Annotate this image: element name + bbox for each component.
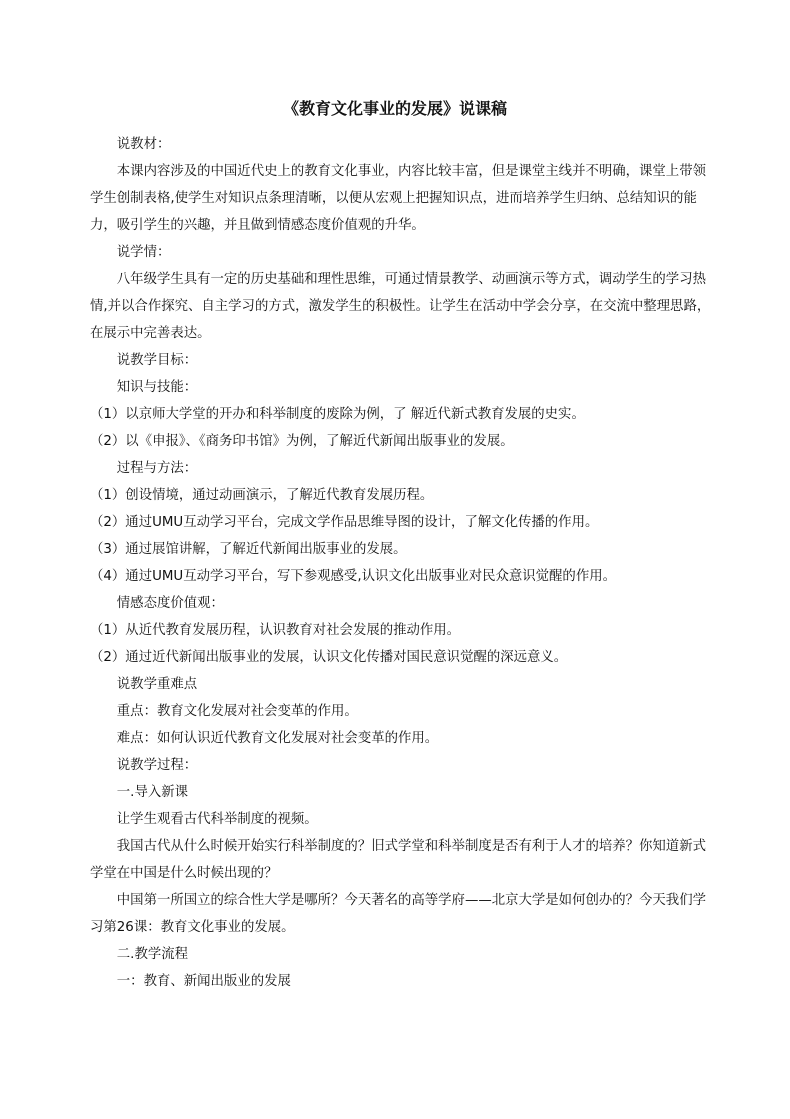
heading-students: 说学情： xyxy=(116,245,171,260)
knowledge-item-1: （1）以京师大学堂的开办和科举制度的废除为例，了 解近代新式教育发展的史实。 xyxy=(90,407,585,422)
subheading-values: 情感态度价值观： xyxy=(116,596,224,611)
key-point: 重点：教育文化发展对社会变革的作用。 xyxy=(116,704,358,719)
process-item-4: （4）通过UMU互动学习平台，写下参观感受,认识文化出版事业对民众意识觉醒的作用。 xyxy=(90,569,616,584)
paragraph-video: 让学生观看古代科举制度的视频。 xyxy=(116,812,318,827)
section-introduction: 一.导入新课 xyxy=(116,785,189,800)
values-item-2: （2）通过近代新闻出版事业的发展，认识文化传播对国民意识觉醒的深远意义。 xyxy=(90,650,568,665)
process-item-2: （2）通过UMU互动学习平台，完成文学作品思维导图的设计，了解文化传播的作用。 xyxy=(90,515,599,530)
paragraph-students: 八年级学生具有一定的历史基础和理性思维，可通过情景教学、动画演示等方式，调动学生的学习热情,并以合作探究、自主学习的方式，激发学生的积极性。让学生在活动中学会分享，在交流中整理思路，在展示中完善表达。 xyxy=(90,272,711,341)
subheading-process: 过程与方法： xyxy=(116,461,198,476)
paragraph-textbook: 本课内容涉及的中国近代史上的教育文化事业，内容比较丰富，但是课堂主线并不明确，课堂上带领学生创制表格,使学生对知识点条理清晰，以便从宏观上把握知识点，进而培养学生归纳、总结知识的能力，吸引学生的兴趣，并且做到情感态度价值观的升华。 xyxy=(90,164,706,233)
process-item-3: （3）通过展馆讲解，了解近代新闻出版事业的发展。 xyxy=(90,542,407,557)
document-body xyxy=(90,131,716,995)
paragraph-questions-2: 中国第一所国立的综合性大学是哪所？今天著名的高等学府——北京大学是如何创办的？今天我们学习第26课：教育文化事业的发展。 xyxy=(90,893,706,935)
paragraph-questions-1: 我国古代从什么时候开始实行科举制度的？旧式学堂和科举制度是否有利于人才的培养？你知道新式学堂在中国是什么时候出现的？ xyxy=(90,839,706,881)
heading-key-points: 说教学重难点 xyxy=(116,677,198,692)
subsection-education-press: 一：教育、新闻出版业的发展 xyxy=(116,974,291,989)
knowledge-item-2: （2）以《申报》、《商务印书馆》为例，了解近代新闻出版事业的发展。 xyxy=(90,434,514,449)
values-item-1: （1）从近代教育发展历程，认识教育对社会发展的推动作用。 xyxy=(90,623,461,638)
heading-objectives: 说教学目标： xyxy=(116,353,198,368)
section-teaching-flow: 二.教学流程 xyxy=(116,947,189,962)
difficult-point: 难点：如何认识近代教育文化发展对社会变革的作用。 xyxy=(116,731,439,746)
process-item-1: （1）创设情境，通过动画演示，了解近代教育发展历程。 xyxy=(90,488,434,503)
subheading-knowledge: 知识与技能： xyxy=(116,380,198,395)
heading-textbook: 说教材： xyxy=(116,137,171,152)
heading-process-teaching: 说教学过程： xyxy=(116,758,198,773)
document-title: 《教育文化事业的发展》说课稿 xyxy=(282,99,507,118)
